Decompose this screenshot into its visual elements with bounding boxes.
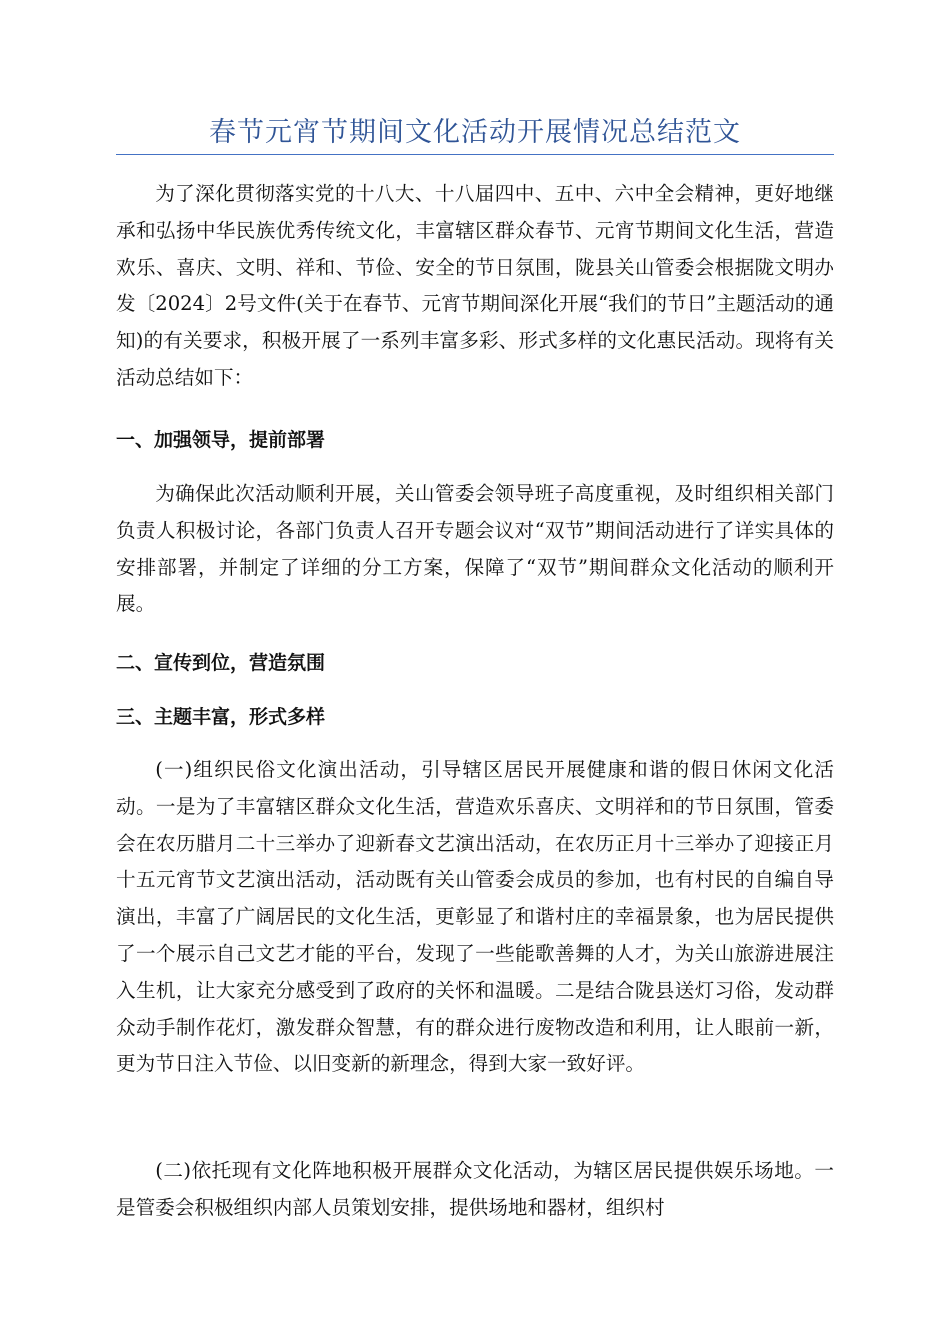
- section-3-heading: 三、主题丰富，形式多样: [116, 706, 326, 728]
- section-3-paragraph-2: (二)依托现有文化阵地积极开展群众文化活动，为辖区居民提供娱乐场地。一是管委会积极组织内部人员策划安排，提供场地和器材，组织村: [116, 1159, 834, 1219]
- intro-paragraph: 为了深化贯彻落实党的十八大、十八届四中、五中、六中全会精神，更好地继承和弘扬中华民族优秀传统文化，丰富辖区群众春节、元宵节期间文化生活，营造欢乐、喜庆、文明、祥和、节俭、安全的节日氛围，陇县关山管委会根据陇文明办发〔2024〕2号文件(关于在春节、元宵节期间深化开展“我们的节日”主题活动的通知)的有关要求，积极开展了一系列丰富多彩、形式多样的文化惠民活动。现将有关活动总结如下：: [116, 182, 834, 389]
- section-1-heading: 一、加强领导，提前部署: [116, 429, 326, 451]
- section-3-paragraph-1: (一)组织民俗文化演出活动，引导辖区居民开展健康和谐的假日休闲文化活动。一是为了丰富辖区群众文化生活，营造欢乐喜庆、文明祥和的节日氛围，管委会在农历腊月二十三举办了迎新春文艺演出活动，在农历正月十三举办了迎接正月十五元宵节文艺演出活动，活动既有关山管委会成员的参加，也有村民的自编自导演出，丰富了广阔居民的文化生活，更彰显了和谐村庄的幸福景象，也为居民提供了一个展示自己文艺才能的平台，发现了一些能歌善舞的人才，为关山旅游进展注入生机，让大家充分感受到了政府的关怀和温暖。二是结合陇县送灯习俗，发动群众动手制作花灯，激发群众智慧，有的群众进行废物改造和利用，让人眼前一新，更为节日注入节俭、以旧变新的新理念，得到大家一致好评。: [116, 758, 834, 1076]
- section-1-paragraph: 为确保此次活动顺利开展，关山管委会领导班子高度重视，及时组织相关部门负责人积极讨论，各部门负责人召开专题会议对“双节”期间活动进行了详实具体的安排部署，并制定了详细的分工方案，保障了“双节”期间群众文化活动的顺利开展。: [116, 482, 834, 616]
- document-title: 春节元宵节期间文化活动开展情况总结范文: [209, 117, 741, 148]
- section-2-heading: 二、宣传到位，营造氛围: [116, 652, 326, 674]
- title-underline: [116, 154, 834, 155]
